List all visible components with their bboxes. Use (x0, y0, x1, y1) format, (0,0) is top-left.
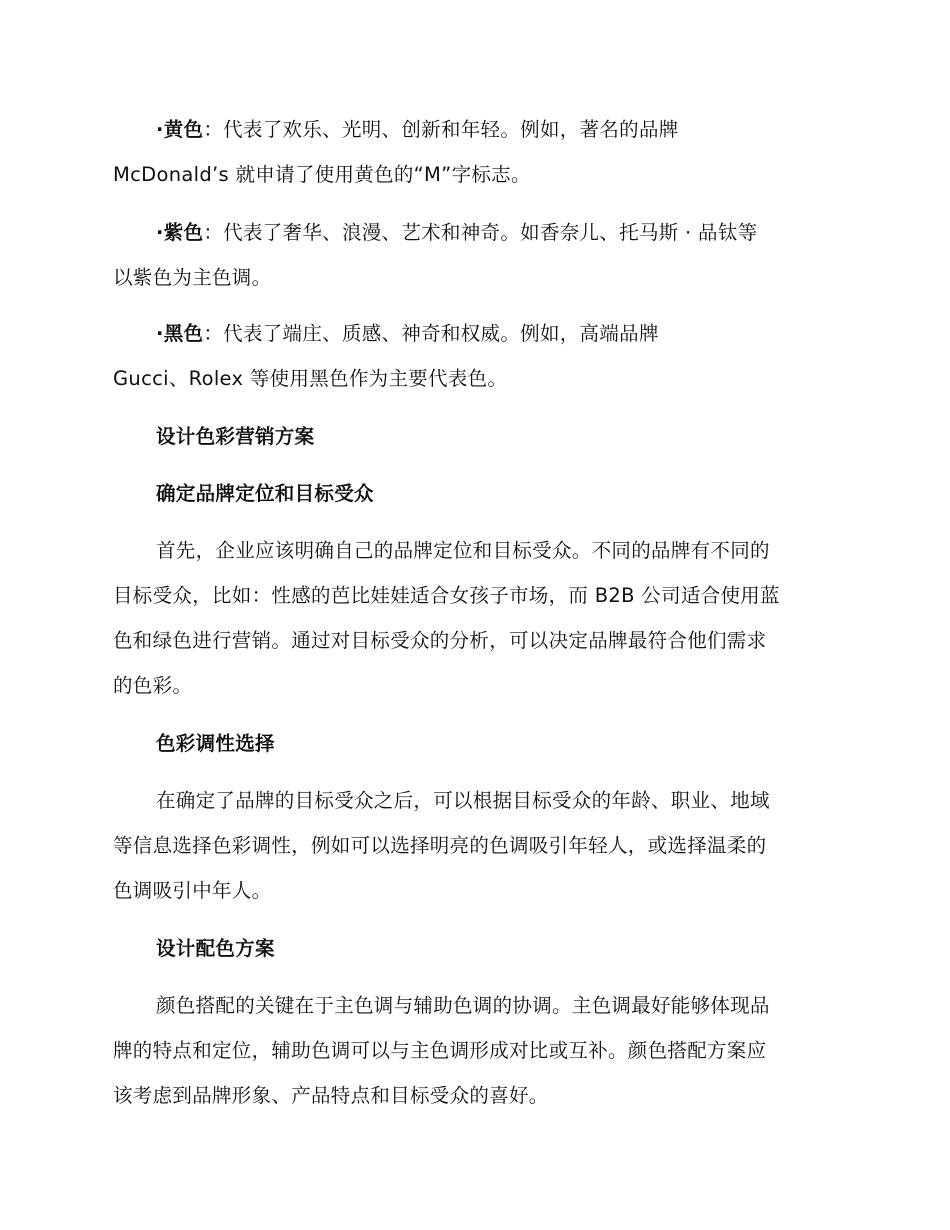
bullet-term-yellow: 黄色 (163, 118, 204, 141)
bullet-black (113, 311, 833, 401)
bullet-black-text: 代表了端庄、质感、神奇和权威。例如，高端品牌 (223, 322, 659, 345)
paragraph-line: 颜色搭配的关键在于主色调与辅助色调的协调。主色调最好能够体现品 (156, 994, 770, 1017)
bullet-purple-line1 (113, 210, 833, 255)
paragraph-line: 目标受众，比如：性感的芭比娃娃适合女孩子市场，而 B2B 公司适合使用蓝 (113, 584, 780, 607)
section-title: 设计色彩营销方案 (156, 425, 315, 448)
paragraph-line: 色和绿色进行营销。通过对目标受众的分析，可以决定品牌最符合他们需求 (113, 629, 767, 652)
bullet-marker: · (156, 221, 164, 244)
bullet-black-line1 (113, 311, 833, 356)
bullet-purple-text: 代表了奢华、浪漫、艺术和神奇。如香奈儿、托马斯 · 品钛等 (223, 221, 758, 244)
paragraph-line: 色调吸引中年人。 (113, 879, 272, 902)
bullet-term-black: 黑色 (163, 322, 204, 345)
paragraph-line: 的色彩。 (113, 674, 193, 697)
bullet-separator: ： (203, 118, 224, 141)
bullet-yellow-line1 (113, 107, 833, 152)
subsection-scheme-heading-block (113, 926, 833, 971)
paragraph-line: 首先，企业应该明确自己的品牌定位和目标受众。不同的品牌有不同的 (156, 539, 770, 562)
paragraph-line: 等信息选择色彩调性，例如可以选择明亮的色调吸引年轻人，或选择温柔的 (113, 834, 767, 857)
subsection-tone-paragraph (113, 778, 833, 913)
subsection-tone-heading-block (113, 721, 833, 766)
subsection-heading: 设计配色方案 (156, 937, 275, 960)
bullet-yellow (113, 107, 833, 197)
bullet-black-line2: Gucci、Rolex 等使用黑色作为主要代表色。 (113, 367, 508, 390)
bullet-term-purple: 紫色 (163, 221, 204, 244)
subsection-scheme-paragraph (113, 983, 833, 1118)
bullet-purple (113, 210, 833, 300)
bullet-marker: · (156, 322, 164, 345)
subsection-positioning-heading-block (113, 471, 833, 516)
bullet-yellow-text: 代表了欢乐、光明、创新和年轻。例如，著名的品牌 (223, 118, 679, 141)
subsection-heading: 确定品牌定位和目标受众 (156, 482, 374, 505)
subsection-positioning-paragraph (113, 528, 833, 708)
bullet-yellow-line2: McDonald’s 就申请了使用黄色的“M”字标志。 (113, 163, 531, 186)
bullet-separator: ： (203, 221, 224, 244)
paragraph-line: 在确定了品牌的目标受众之后，可以根据目标受众的年龄、职业、地域 (156, 789, 770, 812)
paragraph-line: 牌的特点和定位，辅助色调可以与主色调形成对比或互补。颜色搭配方案应 (113, 1039, 767, 1062)
paragraph-line: 该考虑到品牌形象、产品特点和目标受众的喜好。 (113, 1084, 549, 1107)
bullet-marker: · (156, 118, 164, 141)
bullet-separator: ： (203, 322, 224, 345)
section-title-block (113, 414, 833, 459)
subsection-heading: 色彩调性选择 (156, 732, 275, 755)
bullet-purple-line2: 以紫色为主色调。 (113, 266, 272, 289)
